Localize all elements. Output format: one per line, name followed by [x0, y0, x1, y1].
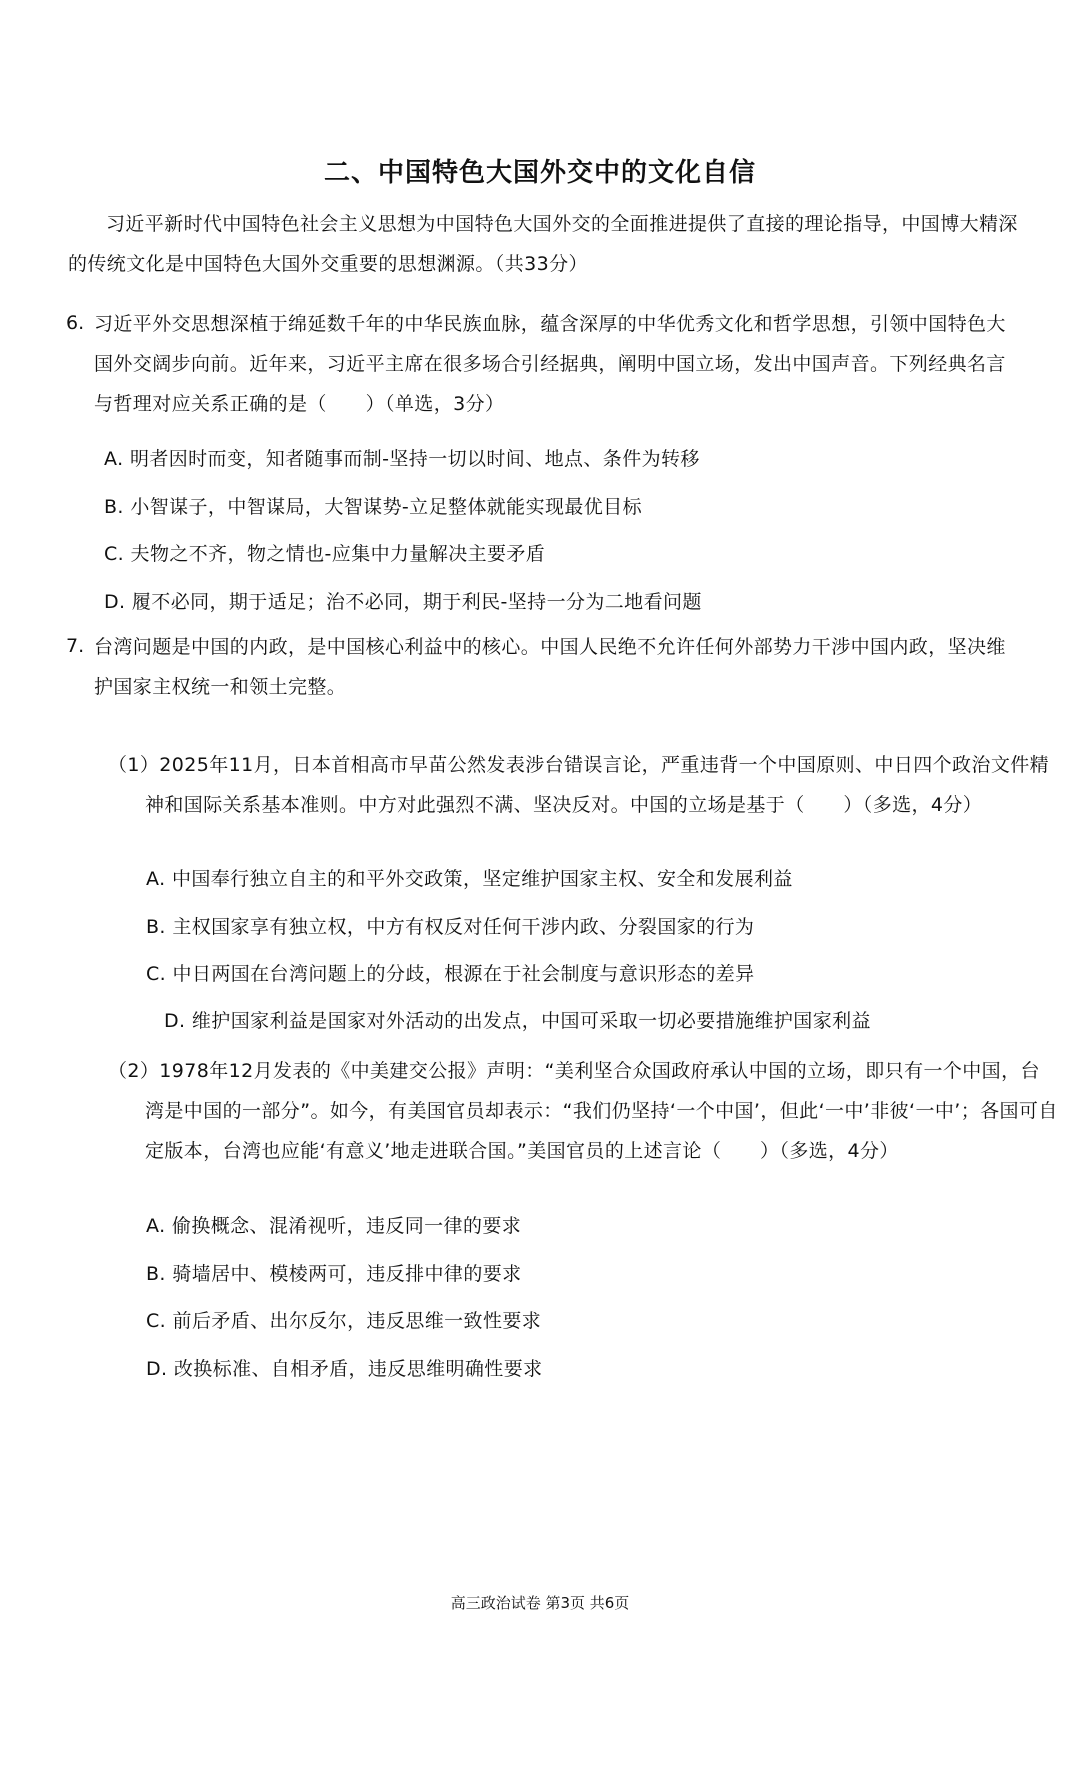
section-title: 二、中国特色大国外交中的文化自信 — [323, 158, 756, 188]
section-intro: 习近平新时代中国特色社会主义思想为中国特色大国外交的全面推进提供了直接的理论指导，中国博大精深的传统文化是中国特色大国外交重要的思想渊源。（共33分） — [68, 213, 1018, 275]
question-7-sub1-option-d: D. 维护国家利益是国家对外活动的出发点，中国可采取一切必要措施维护国家利益 — [164, 1010, 871, 1032]
question-7-sub2-option-a: A. 偷换概念、混淆视听，违反同一律的要求 — [146, 1215, 522, 1237]
question-6-number: 6. — [66, 312, 85, 334]
page-footer: 高三政治试卷 第3页 共6页 — [450, 1594, 630, 1612]
question-7-stem: 台湾问题是中国的内政，是中国核心利益中的核心。中国人民绝不允许任何外部势力干涉中国内政，坚决维护国家主权统一和领土完整。 — [94, 636, 1006, 698]
question-6-option-d: D. 履不必同，期于适足；治不必同，期于利民-坚持一分为二地看问题 — [104, 591, 702, 613]
question-7-sub1-stem: （1）2025年11月，日本首相高市早苗公然发表涉台错误言论，严重违背一个中国原则、中日四个政治文件精神和国际关系基本准则。中方对此强烈不满、坚决反对。中国的立场是基于（ ）（多选，4分） — [108, 754, 1050, 816]
question-7-sub2-option-b: B. 骑墙居中、模棱两可，违反排中律的要求 — [146, 1263, 522, 1285]
question-7-sub1-option-b: B. 主权国家享有独立权，中方有权反对任何干涉内政、分裂国家的行为 — [146, 916, 755, 938]
question-7-sub1-option-c: C. 中日两国在台湾问题上的分歧，根源在于社会制度与意识形态的差异 — [146, 963, 755, 985]
question-7-sub2-option-d: D. 改换标准、自相矛盾，违反思维明确性要求 — [146, 1358, 543, 1380]
question-7-sub2-option-c: C. 前后矛盾、出尔反尔，违反思维一致性要求 — [146, 1310, 542, 1332]
question-6-option-c: C. 夫物之不齐，物之情也-应集中力量解决主要矛盾 — [104, 543, 546, 565]
question-7-sub2-stem: （2）1978年12月发表的《中美建交公报》声明：“美利坚合众国政府承认中国的立场，即只有一个中国，台湾是中国的一部分”。如今，有美国官员却表示：“我们仍坚持‘一个中国’，但此‘一中’非彼‘一中’；各国可自定版本，台湾也应能‘有意义’地走进联合国。”美国官员的上述言论（ ）（多选，4分） — [108, 1060, 1058, 1162]
question-7-sub1-option-a: A. 中国奉行独立自主的和平外交政策，坚定维护国家主权、安全和发展利益 — [146, 868, 793, 890]
question-6-option-b: B. 小智谋子，中智谋局，大智谋势-立足整体就能实现最优目标 — [104, 496, 642, 518]
question-6-stem: 习近平外交思想深植于绵延数千年的中华民族血脉，蕴含深厚的中华优秀文化和哲学思想，引领中国特色大国外交阔步向前。近年来，习近平主席在很多场合引经据典，阐明中国立场，发出中国声音。下列经典名言与哲理对应关系正确的是（ ）（单选，3分） — [94, 313, 1006, 415]
question-6-option-a: A. 明者因时而变，知者随事而制-坚持一切以时间、地点、条件为转移 — [104, 448, 700, 470]
question-7-number: 7. — [66, 635, 85, 657]
